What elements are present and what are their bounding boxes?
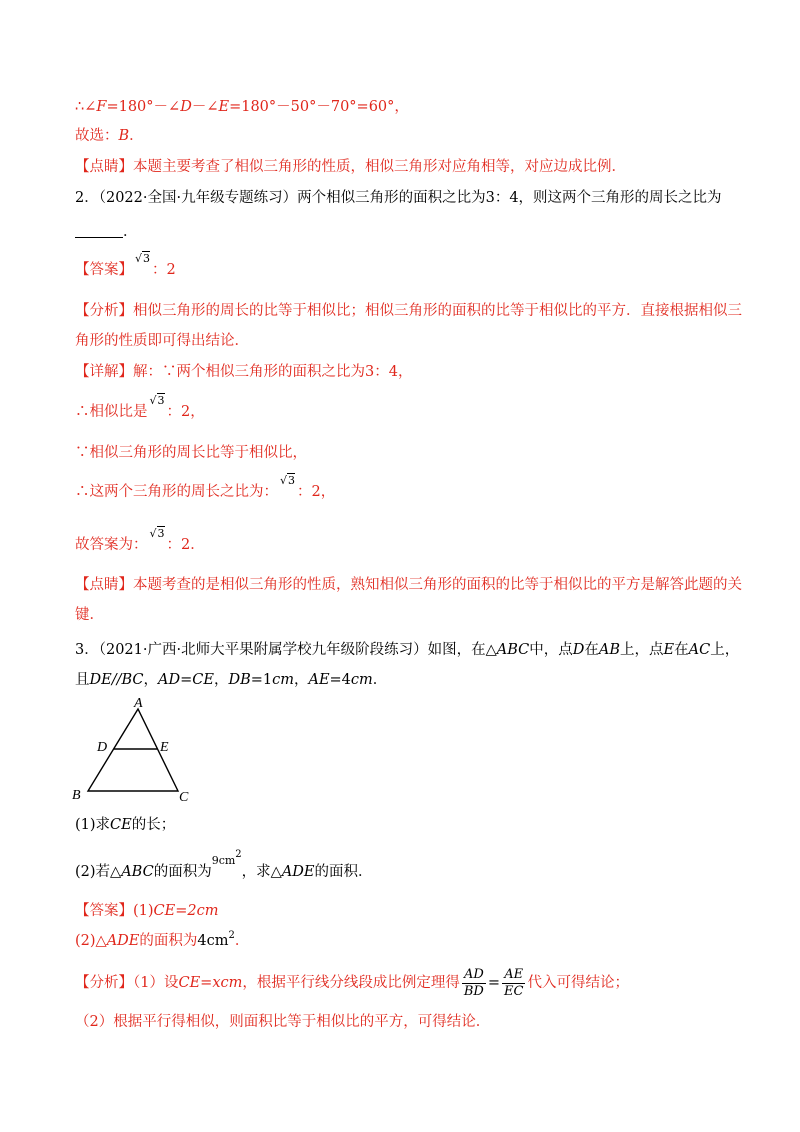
question-2-answer: 【答案】√3：2 [75, 252, 176, 278]
question-2-analysis-1: 【分析】相似三角形的周长的比等于相似比；相似三角形的面积的比等于相似比的平方．直接根据相似三 [75, 303, 742, 319]
label-a: A [134, 696, 143, 711]
label-b: B [72, 788, 81, 803]
question-2-detail-3: ∵相似三角形的周长比等于相似比， [75, 445, 307, 461]
question-2-comment-2: 键． [75, 607, 104, 623]
question-3-text-2: 且DE//BC，AD=CE，DB=1cm，AE=4cm． [75, 672, 388, 688]
question-2-analysis-2: 角形的性质即可得出结论． [75, 333, 249, 349]
question-2-detail-2: ∴相似比是√3：2， [75, 394, 205, 420]
question-2-text: 2．（2022·全国·九年级专题练习）两个相似三角形的面积之比为3：4，则这两个三角形的周长之比为 [75, 190, 722, 206]
comment-1: 【点睛】本题主要考查了相似三角形的性质，相似三角形对应角相等，对应边成比例． [75, 159, 626, 175]
question-2-detail-1: 【详解】解：∵两个相似三角形的面积之比为3：4， [75, 364, 413, 380]
angle-conclusion-line: ∴∠F=180°－∠D－∠E=180°－50°－70°=60°， [75, 99, 409, 115]
question-3-answer-1: 【答案】(1)CE=2cm [75, 903, 219, 919]
triangle-figure [70, 695, 200, 807]
question-2-blank: ． [75, 222, 138, 242]
label-e: E [160, 740, 169, 755]
label-d: D [97, 740, 108, 755]
choice-line: 故选：B． [75, 128, 144, 144]
question-3-analysis-2: （2）根据平行得相似，则面积比等于相似比的平方，可得结论． [75, 1014, 491, 1030]
question-3-part-2: (2)若△ABC的面积为$^{9cm2}$，求△ADE的面积． [75, 849, 373, 880]
question-2-detail-5: 故答案为：√3：2． [75, 527, 205, 553]
question-2-detail-4: ∴这两个三角形的周长之比为：√3：2， [75, 474, 336, 500]
question-3-text-1: 3．（2021·广西·北师大平果附属学校九年级阶段练习）如图，在△ABC中，点D在AB上，点E在AC上， [75, 642, 740, 658]
question-3-answer-2: (2)△ADE的面积为$4cm^2$． [75, 930, 250, 949]
label-c: C [179, 790, 189, 805]
question-2-comment-1: 【点睛】本题考查的是相似三角形的性质，熟知相似三角形的面积的比等于相似比的平方是解答此题的关 [75, 577, 742, 593]
answer-blank [75, 223, 123, 238]
question-3-analysis-1: 【分析】（1）设CE=xcm，根据平行线分线段成比例定理得 $\frac{AD}{BD}$ = $\frac{AE}{EC}$ 代入可得结论； [75, 966, 629, 999]
question-3-part-1: (1)求CE的长； [75, 817, 176, 833]
